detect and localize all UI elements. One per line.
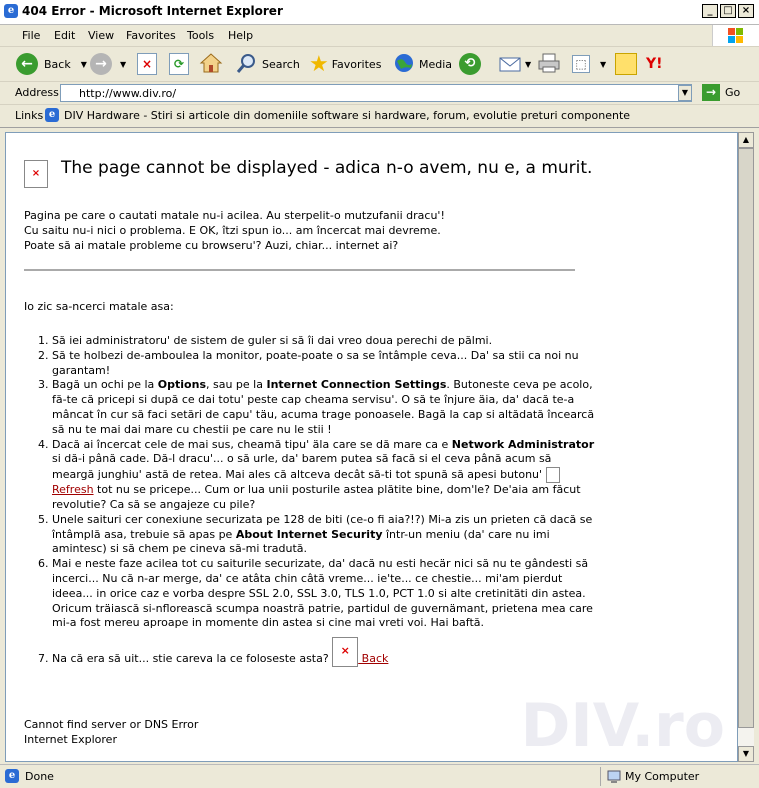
- menu-favorites[interactable]: Favorites: [126, 29, 176, 42]
- list-item: 5. Unele saituri cer conexiune securizata pe 128 de biti (ce-o fi aia?!?) Mi-a zis un prieten că dacă se întâmplă asa, trebuie să apas pe About Internet Security într-un meniu (da' care nu imi amintesc) si să chem pe cineva să-mi tradută.: [52, 513, 597, 557]
- address-input[interactable]: http://www.div.ro/: [60, 84, 692, 102]
- scroll-thumb[interactable]: [738, 148, 754, 728]
- footer-error: Cannot find server or DNS Error: [24, 718, 199, 731]
- back-image-icon: ×: [332, 637, 358, 667]
- media-globe-icon: [393, 52, 415, 77]
- menu-bar: [0, 25, 759, 47]
- discuss-button[interactable]: [615, 52, 637, 76]
- chevron-down-icon[interactable]: ▼: [120, 59, 127, 69]
- mail-icon: [498, 52, 522, 77]
- refresh-icon: ⟳: [169, 53, 189, 75]
- back-arrow-icon: ←: [16, 53, 38, 75]
- scroll-down-button[interactable]: ▼: [738, 746, 754, 762]
- ie-logo-icon: e: [4, 4, 18, 18]
- menu-tools[interactable]: Tools: [187, 29, 215, 42]
- address-label: Address: [15, 86, 59, 99]
- title-bar: [0, 0, 759, 25]
- vertical-scrollbar[interactable]: [738, 132, 754, 762]
- favorites-button[interactable]: ★ Favorites: [309, 51, 382, 77]
- edit-icon: ⬚: [572, 55, 590, 73]
- address-bar: [0, 82, 759, 105]
- address-dropdown-button[interactable]: ▼: [678, 85, 692, 101]
- refresh-link[interactable]: Refresh: [52, 483, 94, 497]
- links-item[interactable]: DIV Hardware - Stiri si articole din domeniile software si hardware, forum, evolutie preturi componente: [64, 109, 631, 122]
- history-button[interactable]: [459, 52, 481, 76]
- printer-icon: [537, 52, 561, 77]
- menu-help[interactable]: Help: [228, 29, 254, 42]
- broken-image-icon: ×: [24, 160, 48, 188]
- computer-icon: [606, 770, 622, 787]
- intro-line-3: Poate să ai matale probleme cu browseru'? Auzi, chiar... internet ai?: [24, 239, 399, 252]
- ie-page-icon: e: [45, 108, 59, 122]
- links-label: Links: [15, 109, 44, 122]
- home-icon: [199, 52, 223, 77]
- edit-button[interactable]: [572, 52, 606, 76]
- home-button[interactable]: [199, 52, 223, 76]
- maximize-button[interactable]: □: [720, 4, 736, 18]
- search-button[interactable]: Search: [236, 52, 300, 76]
- status-bar: [0, 764, 759, 788]
- stop-button[interactable]: [137, 52, 157, 76]
- close-button[interactable]: ×: [738, 4, 754, 18]
- list-item: 2. Să te holbezi de-amboulea la monitor, poate-poate o sa se întâmple ceva... Da' sa stii ca noi nu garantam!: [52, 349, 597, 379]
- forward-arrow-icon: →: [90, 53, 112, 75]
- print-button[interactable]: [537, 52, 561, 76]
- media-button[interactable]: Media: [393, 52, 452, 76]
- list-item: 7. Na că era să uit... stie careva la ce foloseste asta? × Back: [52, 637, 597, 667]
- page-status-icon: e: [5, 769, 19, 783]
- menu-view[interactable]: View: [88, 29, 115, 42]
- list-item: 6. Mai e neste faze acilea tot cu saiturile securizate, da' dacă nu esti hecär nici să nu te gândesti să incerci... Nu că n-ar merge, da' ce atâta chin câtă vreme... ie'te... ce chestie... mi'am pierdut ideea... in orice caz e vorba despre SSL 2.0, SSL 3.0, TLS 1.0, PCT 1.0 si alte cretinitäti din astea. Oricum träiască si-nflorească scumpa noastră patrie, partidul de guvernämant, prietena mea care mi-a fost mereu aproape in momente din astea si cine mai vreti voi. Hai baftă.: [52, 557, 597, 631]
- menu-file[interactable]: File: [22, 29, 41, 42]
- try-label: Io zic sa-ncerci matale asa:: [24, 300, 174, 313]
- yahoo-messenger-icon: Y!: [646, 56, 663, 72]
- minimize-button[interactable]: _: [702, 4, 718, 18]
- stop-icon: ×: [137, 53, 157, 75]
- standard-toolbar: [0, 47, 759, 82]
- zone-panel: [600, 767, 759, 786]
- go-arrow-icon: →: [702, 84, 720, 101]
- watermark: DIV.ro: [520, 691, 725, 761]
- footer-browser: Internet Explorer: [24, 733, 117, 746]
- search-icon: [236, 52, 258, 77]
- chevron-down-icon[interactable]: ▼: [600, 59, 607, 69]
- back-link[interactable]: Back: [358, 652, 389, 666]
- windows-logo-icon: [712, 25, 759, 46]
- divider: [24, 269, 575, 271]
- zone-text: My Computer: [625, 770, 700, 783]
- page-heading: The page cannot be displayed - adica n-o avem, nu e, a murit.: [61, 158, 593, 178]
- menu-edit[interactable]: Edit: [54, 29, 76, 42]
- status-text: Done: [25, 770, 54, 783]
- refresh-image-icon: [546, 467, 560, 483]
- intro-line-1: Pagina pe care o cautati matale nu-i acilea. Au sterpelit-o mutzufanii dracu'!: [24, 209, 445, 222]
- note-icon: [615, 53, 637, 75]
- intro-line-2: Cu saitu nu-i nici o problema. E OK, îtzi spun io... am încercat mai devreme.: [24, 224, 441, 237]
- chevron-down-icon[interactable]: ▼: [525, 59, 532, 69]
- refresh-button[interactable]: [169, 52, 189, 76]
- list-item: 1. Să iei administratoru' de sistem de guler si să îi dai vreo doua perechi de pălmi.: [52, 334, 597, 349]
- list-item: 4. Dacă ai încercat cele de mai sus, cheamă tipu' äla care se dă mare ca e Network Administrator si dă-i până cade. Dă-l dracu'... o să urle, da' barem putea să facă si el ceva până acum să meargă junghiu' astă de retea. Mai ales că altceva decât să-ti tot spună să apesi butonu' Refresh tot nu se pricepe... Cum or lua unii posturile astea plătite bine, dom'le? De'aia am făcut revolutie? Ca să se angajeze cu pile?: [52, 438, 597, 513]
- chevron-down-icon[interactable]: ▼: [80, 59, 87, 69]
- suggestion-list: [24, 334, 597, 667]
- list-item: 3. Bagă un ochi pe la Options, sau pe la Internet Connection Settings. Butoneste ceva pe acolo, fă-te că pricepi si după ce dai totu' peste cap cheama servisu'. O să te înjure äia, da' dacă te-a mâncat în cur să faci setări de capu' täu, acuma trage ponoasele. Bagă la cap si altădată încearcă să nu te mai dai mare cu chestii pe care nu le stii !: [52, 378, 597, 437]
- messenger-button[interactable]: [646, 52, 663, 76]
- links-bar: [0, 105, 759, 128]
- mail-button[interactable]: [498, 52, 531, 76]
- page-content: [5, 132, 738, 762]
- back-button[interactable]: ← Back ▼: [16, 52, 87, 76]
- go-button[interactable]: → Go: [702, 84, 740, 101]
- history-icon: ⟲: [459, 53, 481, 75]
- star-icon: ★: [309, 51, 329, 77]
- window-title: 404 Error - Microsoft Internet Explorer: [22, 4, 283, 18]
- forward-button[interactable]: [90, 52, 126, 76]
- scroll-up-button[interactable]: ▲: [738, 132, 754, 148]
